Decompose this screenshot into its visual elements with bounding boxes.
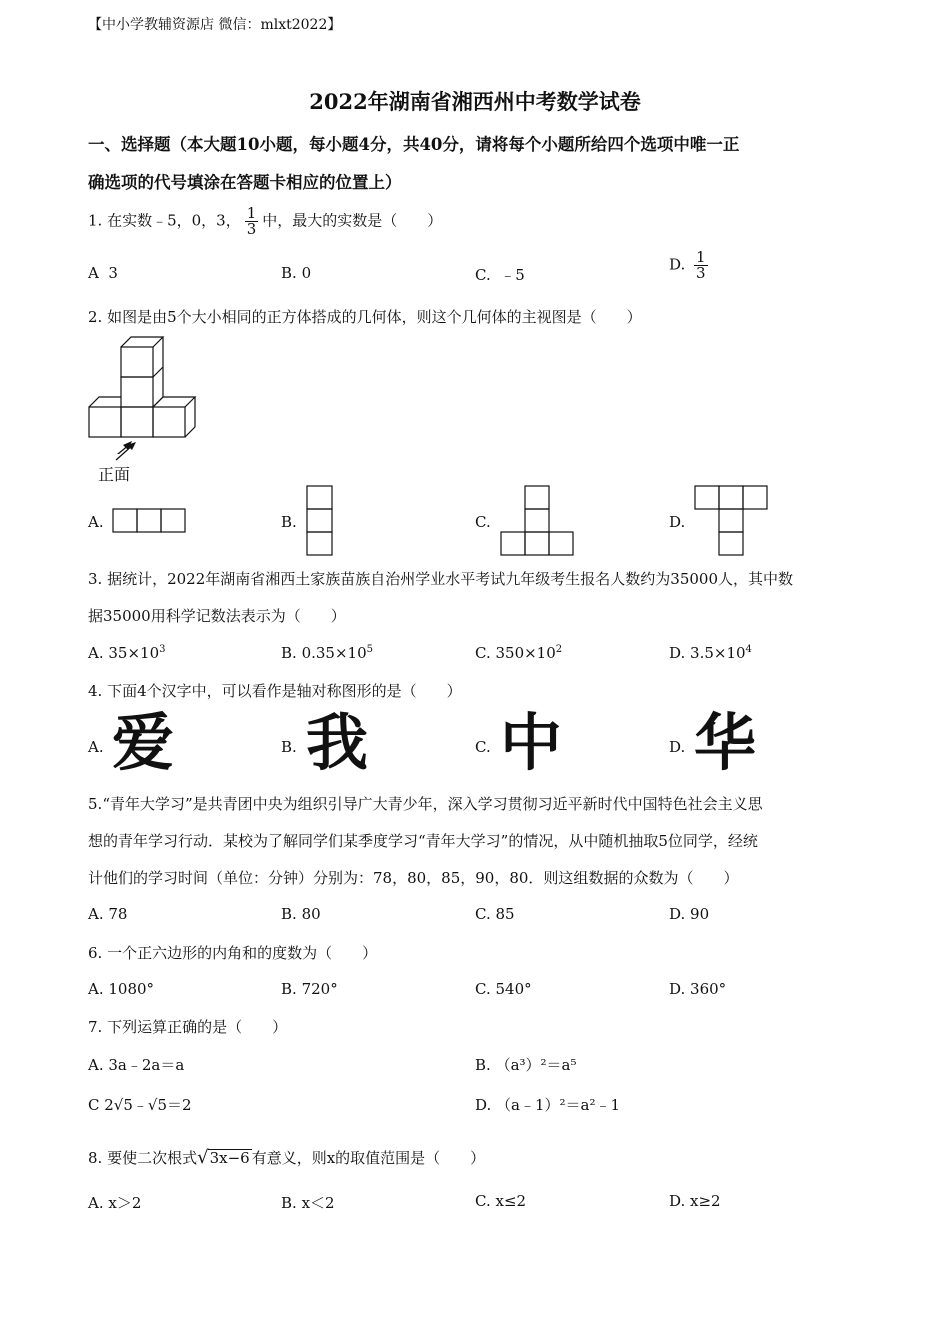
q5-stem-line1: “青年大学习”是共青团中央为组织引导广大青少年，深入学习贯彻习近平新时代中国特色社会主义思 — [102, 795, 763, 813]
option-label: A — [88, 264, 99, 282]
option-text: 90 — [690, 905, 710, 923]
q4-option-d-label: D. — [669, 738, 686, 756]
option-label: B. — [281, 1194, 302, 1212]
square — [161, 509, 185, 532]
square — [525, 486, 549, 509]
option-text: （a³）²＝a⁵ — [495, 1056, 577, 1074]
option-exp: 5 — [366, 644, 373, 655]
option-base: 35×10 — [108, 644, 160, 662]
cube-edge — [153, 367, 163, 377]
q8-option-a — [88, 1192, 141, 1213]
option-text: 1080° — [108, 980, 155, 998]
option-text: 78 — [108, 905, 128, 923]
option-base: 3.5×10 — [690, 644, 746, 662]
q1-option-a — [88, 264, 118, 282]
q3-stem-line2: 据35000用科学记数法表示为（ ） — [88, 607, 346, 625]
option-base: 350×10 — [495, 644, 556, 662]
q4-option-b-char: 我 — [306, 706, 369, 779]
page-title: 2022年湖南省湘西州中考数学试卷 — [309, 89, 641, 114]
q8-option-d — [669, 1192, 721, 1210]
option-label: D. — [669, 644, 691, 662]
q5-option-b — [281, 905, 321, 923]
q7-option-c — [88, 1094, 192, 1115]
square — [307, 532, 332, 555]
q4-number: 4. — [88, 682, 103, 700]
q4-option-a-char: 爱 — [112, 706, 175, 779]
q5-stem-line3: 计他们的学习时间（单位：分钟）分别为：78，80，85，90，80．则这组数据的众数为（ ） — [88, 869, 739, 887]
square — [113, 509, 137, 532]
square — [695, 486, 719, 509]
option-text: 3a﹣2a＝a — [108, 1056, 185, 1074]
sqrt-icon: √ — [197, 1147, 209, 1168]
option-text: 720° — [301, 980, 338, 998]
q1-option-d — [669, 250, 712, 281]
q6-option-a — [88, 980, 154, 998]
q8-number: 8. — [88, 1149, 103, 1167]
q3-option-a — [88, 644, 166, 662]
option-label: C. — [475, 905, 496, 923]
option-label: A. — [88, 1056, 109, 1074]
cube-edge — [185, 427, 195, 437]
square — [719, 486, 743, 509]
option-text: 360° — [690, 980, 727, 998]
header-note: 【中小学教辅资源店 微信：mlxt2022】 — [88, 17, 342, 33]
q2-option-c-figure — [500, 485, 574, 557]
option-text: 2√5﹣√5＝2 — [104, 1096, 192, 1114]
q6-option-c — [475, 980, 532, 998]
option-text: 3 — [108, 264, 118, 282]
cube-edge — [89, 397, 121, 407]
question-1 — [88, 206, 442, 237]
cube-edge — [153, 397, 163, 407]
cube-face — [121, 407, 153, 437]
cube-face — [121, 347, 153, 377]
q5-number: 5. — [88, 795, 103, 813]
option-label: B. — [281, 644, 302, 662]
q5-stem-line2: 想的青年学习行动．某校为了解同学们某季度学习“青年大学习”的情况，从中随机抽取5位同学，经统 — [88, 832, 758, 850]
frac-num: 1 — [696, 248, 706, 266]
option-label: D. — [669, 1192, 691, 1210]
q2-option-a-label: A. — [88, 513, 104, 531]
cube-face — [89, 407, 121, 437]
q1-option-b — [281, 264, 311, 282]
q6-option-b — [281, 980, 338, 998]
option-label: D. — [669, 905, 691, 923]
option-text: x＜2 — [301, 1194, 335, 1212]
option-text: 0 — [301, 264, 312, 282]
square — [549, 532, 573, 555]
square — [137, 509, 161, 532]
option-label: B. — [475, 1056, 491, 1074]
option-label: B. — [281, 905, 302, 923]
option-exp: 2 — [555, 644, 563, 655]
option-label: C. — [475, 266, 496, 284]
square — [719, 532, 743, 555]
q2-cube-figure — [86, 334, 206, 454]
q1-fraction — [245, 206, 259, 237]
q4-option-c-char: 中 — [500, 706, 563, 779]
q8-stem-after: 有意义，则x的取值范围是（ ） — [251, 1149, 486, 1167]
square — [307, 509, 332, 532]
q3-option-c — [475, 644, 562, 662]
q8-option-b — [281, 1192, 335, 1213]
option-text: 85 — [495, 905, 515, 923]
q7-option-a — [88, 1054, 184, 1075]
cube-edge — [121, 337, 163, 347]
cube-edge — [153, 397, 195, 407]
question-7 — [88, 1016, 287, 1037]
option-text: x≤2 — [495, 1192, 527, 1210]
square — [719, 509, 743, 532]
question-2 — [88, 306, 642, 327]
option-text: ﹣5 — [500, 266, 525, 284]
q5-option-c — [475, 905, 515, 923]
cube-face — [121, 377, 153, 407]
q8-stem-before: 要使二次根式 — [107, 1149, 198, 1167]
option-text: （a﹣1）²＝a²﹣1 — [496, 1096, 621, 1114]
q1-frac-den: 3 — [246, 220, 257, 238]
q3-number: 3. — [88, 570, 103, 588]
q5-option-a — [88, 905, 127, 923]
q1-number: 1. — [88, 211, 103, 230]
option-label: D. — [475, 1096, 492, 1114]
cube-face — [153, 407, 185, 437]
option-label: A. — [88, 644, 109, 662]
option-label: C — [88, 1096, 100, 1114]
q1-frac-num: 1 — [246, 204, 257, 222]
q2-option-b-figure — [306, 485, 334, 557]
q1-option-d-fraction — [694, 250, 708, 281]
q2-figure-label: 正面 — [98, 465, 131, 484]
q2-stem: 如图是由5个大小相同的正方体搭成的几何体，则这个几何体的主视图是（ ） — [107, 308, 642, 326]
section-heading-line2: 确选项的代号填涂在答题卡相应的位置上） — [88, 173, 402, 192]
question-4 — [88, 680, 462, 701]
q7-option-b — [475, 1054, 577, 1075]
q2-arrow-tail — [108, 442, 148, 462]
square — [525, 509, 549, 532]
section-heading-line1: 一、选择题（本大题10小题，每小题4分，共40分，请将每个小题所给四个选项中唯一正 — [88, 135, 740, 154]
question-8 — [88, 1147, 485, 1168]
q8-radicand: 3x−6 — [209, 1149, 250, 1167]
option-label: A. — [88, 1194, 109, 1212]
q4-stem: 下面4个汉字中，可以看作是轴对称图形的是（ ） — [107, 682, 462, 700]
square — [525, 532, 549, 555]
option-text: 80 — [301, 905, 321, 923]
q1-stem-after: 中，最大的实数是（ ） — [262, 211, 443, 230]
question-5-line1 — [88, 793, 763, 814]
square — [307, 486, 332, 509]
option-exp: 3 — [159, 644, 166, 655]
q7-stem: 下列运算正确的是（ ） — [107, 1018, 288, 1036]
option-base: 0.35×10 — [301, 644, 367, 662]
q8-option-c — [475, 1192, 526, 1210]
question-6 — [88, 942, 377, 963]
q4-option-b-label: B. — [281, 738, 297, 756]
option-label: A. — [88, 980, 109, 998]
square — [743, 486, 767, 509]
q4-option-c-label: C. — [475, 738, 491, 756]
q2-option-d-label: D. — [669, 513, 686, 531]
option-label: C. — [475, 1192, 496, 1210]
q2-number: 2. — [88, 308, 103, 326]
q4-option-a-label: A. — [88, 738, 104, 756]
q2-option-b-label: B. — [281, 513, 297, 531]
option-label: A. — [88, 905, 109, 923]
frac-den: 3 — [696, 264, 706, 282]
q4-option-d-char: 华 — [694, 706, 757, 779]
option-label: D. — [669, 980, 691, 998]
q6-option-d — [669, 980, 726, 998]
option-text: 540° — [495, 980, 532, 998]
q3-option-b — [281, 644, 373, 662]
q1-stem-before: 在实数﹣5，0，3， — [107, 211, 241, 230]
option-label: C. — [475, 644, 496, 662]
option-label: B. — [281, 980, 302, 998]
q3-stem-line1: 据统计，2022年湖南省湘西土家族苗族自治州学业水平考试九年级考生报名人数约为35000人，其中数 — [107, 570, 793, 588]
option-label: C. — [475, 980, 496, 998]
option-label: B. — [281, 264, 302, 282]
option-text: x＞2 — [108, 1194, 142, 1212]
q2-option-c-label: C. — [475, 513, 491, 531]
q6-stem: 一个正六边形的内角和的度数为（ ） — [107, 944, 378, 962]
option-text: x≥2 — [690, 1192, 721, 1210]
q7-number: 7. — [88, 1018, 103, 1036]
option-label: D. — [669, 255, 691, 274]
q5-option-d — [669, 905, 709, 923]
q3-option-d — [669, 644, 752, 662]
square — [501, 532, 525, 555]
q6-number: 6. — [88, 944, 103, 962]
option-exp: 4 — [745, 644, 752, 655]
q7-option-d — [475, 1094, 620, 1115]
q1-option-c — [475, 264, 525, 285]
question-3-line1 — [88, 568, 793, 589]
q2-option-a-figure — [112, 508, 186, 534]
q2-option-d-figure — [694, 485, 768, 557]
